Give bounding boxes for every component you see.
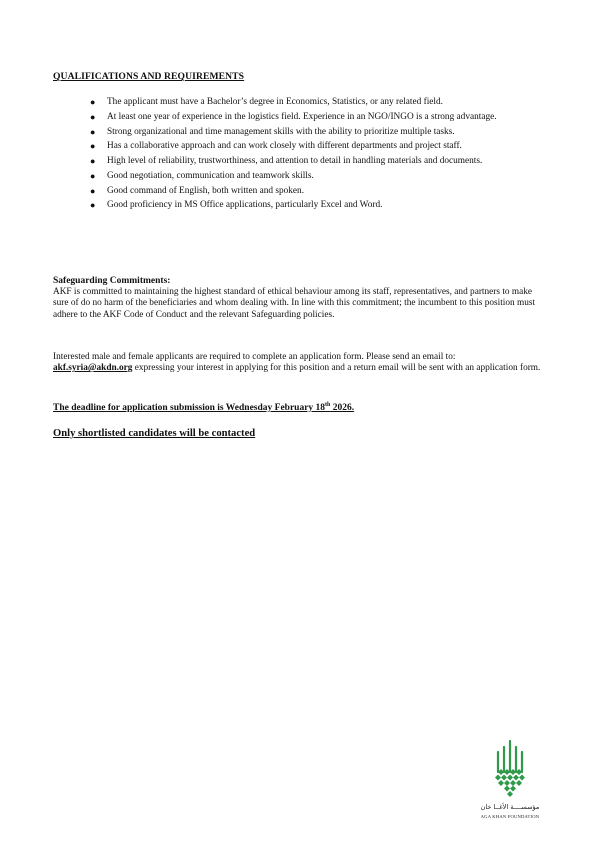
requirement-text: High level of reliability, trustworthiness, and attention to detail in handling materials and documents. xyxy=(107,156,483,167)
list-item xyxy=(90,171,542,183)
logo-lattice-diamond xyxy=(507,791,513,797)
bullet-icon: ● xyxy=(90,141,96,152)
requirement-text: Has a collaborative approach and can work closely with different departments and project staff. xyxy=(107,141,462,152)
logo-lattice-diamond xyxy=(504,780,510,786)
qualifications-heading: QUALIFICATIONS AND REQUIREMENTS xyxy=(53,71,245,82)
logo-lattice-diamond xyxy=(510,786,516,792)
list-item xyxy=(90,127,542,139)
logo-lattice-diamond xyxy=(495,775,501,781)
safeguarding-body: AKF is committed to maintaining the highest standard of ethical behaviour among its staff, representatives, and partners to make sure of do no harm of the beneficiaries and whom dealing with. In line with this commitment; the incumbent to this position must adhere to the AKF Code of Conduct and the relevant Safeguarding policies. xyxy=(53,287,536,320)
bullet-icon: ● xyxy=(90,111,96,122)
list-item xyxy=(90,112,542,124)
application-instructions xyxy=(53,352,543,374)
logo-lattice-diamond xyxy=(510,780,516,786)
aga-khan-foundation-logo xyxy=(474,738,546,824)
bullet-icon: ● xyxy=(90,156,96,167)
logo-lattice-diamond xyxy=(501,775,507,781)
logo-lattice-diamond xyxy=(498,780,504,786)
requirement-text: Good negotiation, communication and teamwork skills. xyxy=(107,170,314,181)
requirement-text: The applicant must have a Bachelor’s degree in Economics, Statistics, or any related field. xyxy=(107,97,443,107)
list-item xyxy=(90,156,542,168)
logo-emblem-icon xyxy=(488,738,532,802)
deadline-ordinal: th xyxy=(325,401,331,408)
email-link[interactable]: akf.syria@akdn.org xyxy=(53,363,133,374)
bullet-icon: ● xyxy=(90,185,96,196)
application-intro: Interested male and female applicants are required to complete an application form. Please send an email to: xyxy=(53,352,456,362)
list-item xyxy=(90,186,542,198)
deadline-year: 2026. xyxy=(330,403,355,413)
requirement-text: Strong organizational and time management skills with the ability to prioritize multiple tasks. xyxy=(107,126,455,137)
requirement-text: At least one year of experience in the logistics field. Experience in an NGO/INGO is a strong advantage. xyxy=(107,111,497,122)
safeguarding-section xyxy=(53,276,543,321)
list-item xyxy=(90,200,542,212)
requirement-text: Good command of English, both written and spoken. xyxy=(107,185,305,196)
safeguarding-heading: Safeguarding Commitments: xyxy=(53,276,171,286)
list-item xyxy=(90,141,542,153)
application-outro: expressing your interest in applying for this position and a return email will be sent with an application form. xyxy=(132,363,541,374)
logo-english-text: AGA KHAN FOUNDATION xyxy=(480,814,540,819)
bullet-icon: ● xyxy=(90,97,96,107)
bullet-icon: ● xyxy=(90,170,96,181)
shortlist-notice: Only shortlisted candidates will be contacted xyxy=(53,428,256,439)
logo-arabic-text: مؤسســــة الأغــا خان xyxy=(480,803,540,811)
logo-lattice-diamond xyxy=(519,775,525,781)
deadline-notice xyxy=(53,403,354,413)
logo-lattice-diamond xyxy=(513,775,519,781)
logo-lattice-diamond xyxy=(507,775,513,781)
list-item xyxy=(90,97,542,109)
bullet-icon: ● xyxy=(90,126,96,137)
logo-lattice-diamond xyxy=(504,786,510,792)
requirement-text: Good proficiency in MS Office applications, particularly Excel and Word. xyxy=(107,200,383,211)
requirements-list xyxy=(90,97,542,215)
logo-lattice-diamond xyxy=(516,780,522,786)
deadline-text: The deadline for application submission is Wednesday February 18 xyxy=(53,403,326,413)
bullet-icon: ● xyxy=(90,200,96,211)
